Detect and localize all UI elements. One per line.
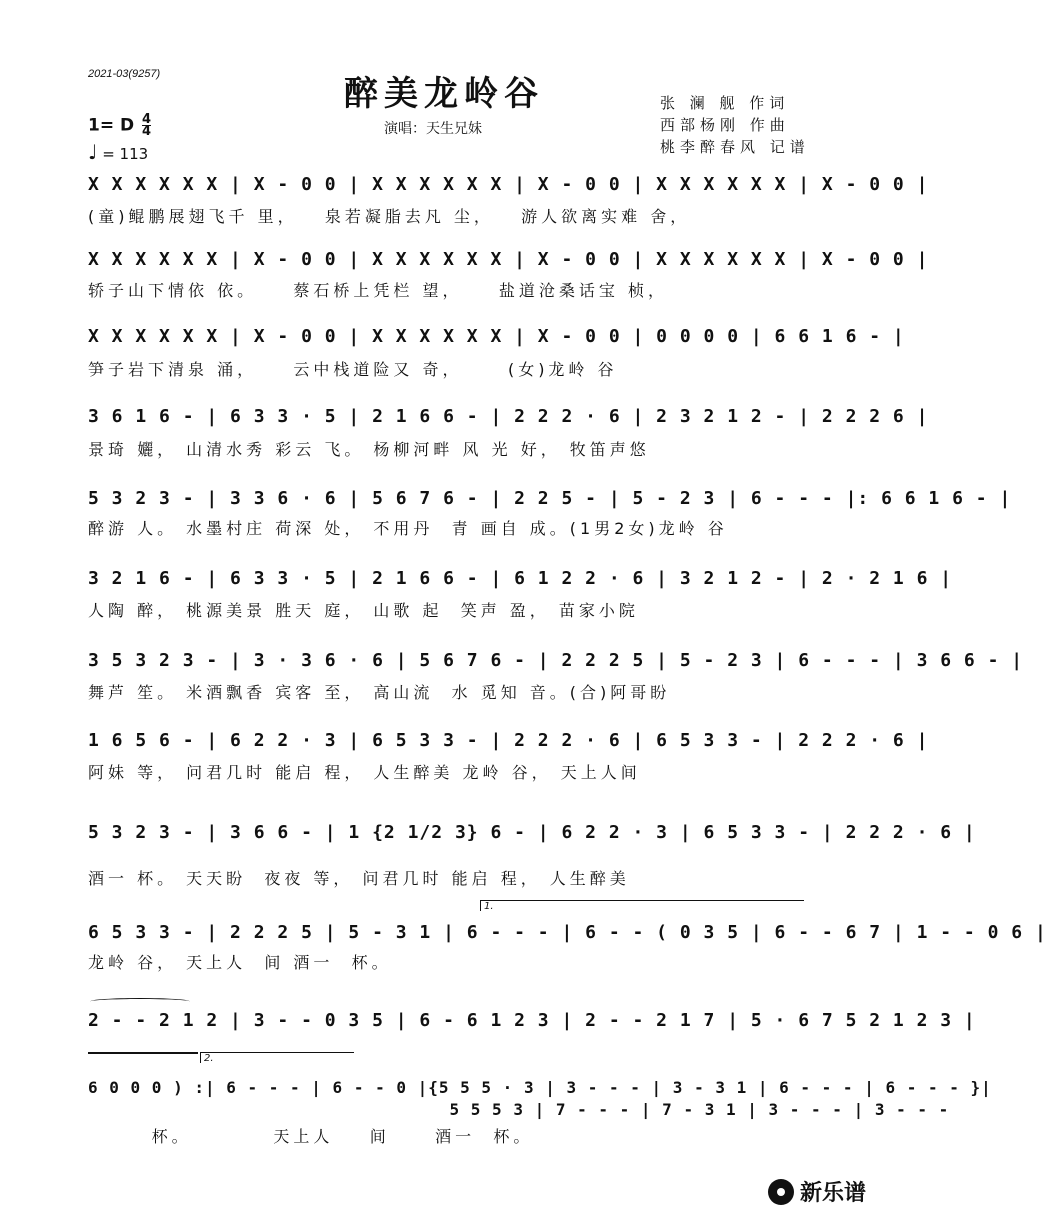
lyric-line-3: 笋子岩下清泉 涌， 云中栈道险又 奇， (女)龙岭 谷 [88,360,618,379]
music-line-6: 3 2 1 6 - | 6 3 3 · 5 | 2 1 6 6 - | 6 1 2 2 · 6 | 3 2 1 2 - | 2 · 2 1 6 | [88,568,953,589]
music-line-1: X X X X X X | X - 0 0 | X X X X X X | X - 0 0 | X X X X X X | X - 0 0 | [88,174,929,195]
music-line-7: 3 5 3 2 3 - | 3 · 3 6 · 6 | 5 6 7 6 - | 2 2 2 5 | 5 - 2 3 | 6 - - - | 3 6 6 - | [88,650,1024,671]
slur-arc [90,998,190,1005]
second-ending-bracket: 2. [200,1052,354,1063]
first-ending-bracket: 1. [480,900,804,911]
lyric-line-9: 酒一 杯。 天天盼 夜夜 等， 问君几时 能启 程， 人生醉美 [88,869,630,888]
music-line-2: X X X X X X | X - 0 0 | X X X X X X | X - 0 0 | X X X X X X | X - 0 0 | [88,249,929,270]
tempo-value: = 113 [102,145,149,163]
lyric-line-1: (童)鲲鹏展翅飞千 里， 泉若凝脂去凡 尘， 游人欲离实难 舍， [88,207,691,226]
key-signature [88,114,151,137]
time-numerator: 4 [142,112,152,127]
lyric-line-7: 舞芦 笙。 米酒飘香 宾客 至， 高山流 水 觅知 音。(合)阿哥盼 [88,683,671,702]
song-title: 醉美龙岭谷 [344,74,544,114]
time-signature [142,114,151,137]
lyric-line-10: 龙岭 谷， 天上人 间 酒一 杯。 [88,953,392,972]
logo-text: 新乐谱 [800,1181,867,1206]
lyric-line-2: 轿子山下情依 依。 蔡石桥上凭栏 望， 盐道沧桑话宝 桢， [88,281,668,300]
lyric-line-4: 景琦 孋， 山清水秀 彩云 飞。 杨柳河畔 风 光 好， 牧笛声悠 [88,440,650,459]
composer-credit: 西部杨刚 作曲 [660,116,790,134]
lyric-line-6: 人陶 醉， 桃源美景 胜天 庭， 山歌 起 笑声 盈， 苗家小院 [88,601,639,620]
music-line-4: 3 6 1 6 - | 6 3 3 · 5 | 2 1 6 6 - | 2 2 2 · 6 | 2 3 2 1 2 - | 2 2 2 6 | [88,406,929,427]
singer-credit: 演唱：天生兄妹 [384,121,482,137]
key-label: 1= D [88,115,135,136]
document-stamp: 2021-03(9257) [88,68,161,80]
transcriber-credit: 桃李醉春风 记谱 [660,138,810,156]
lyric-line-5: 醉游 人。 水墨村庄 荷深 处， 不用丹 青 画自 成。(1男2女)龙岭 谷 [88,519,728,538]
music-line-8: 1 6 5 6 - | 6 2 2 · 3 | 6 5 3 3 - | 2 2 2 · 6 | 6 5 3 3 - | 2 2 2 · 6 | [88,730,929,751]
time-denominator: 4 [142,124,152,139]
lyricist-credit: 张 澜 舰 作词 [660,94,790,112]
staff-rule [88,1052,198,1054]
music-line-9: 5 3 2 3 - | 3 6 6 - | 1 {2 1/2 3} 6 - | 6 2 2 · 3 | 6 5 3 3 - | 2 2 2 · 6 | [88,822,976,843]
music-line-3: X X X X X X | X - 0 0 | X X X X X X | X - 0 0 | 0 0 0 0 | 6 6 1 6 - | [88,326,905,347]
quarter-note-icon: ♩ [88,140,98,164]
tempo-marking [88,140,148,164]
music-line-12: 6 0 0 0 ) :| 6 - - - | 6 - - 0 |{5 5 5 · 3 | 3 - - - | 3 - 3 1 | 6 - - - | 6 - - - }| [88,1078,992,1097]
record-icon [768,1179,794,1205]
lyric-line-8: 阿妹 等， 问君几时 能启 程， 人生醉美 龙岭 谷， 天上人间 [88,763,641,782]
music-line-11: 2 - - 2 1 2 | 3 - - 0 3 5 | 6 - 6 1 2 3 | 2 - - 2 1 7 | 5 · 6 7 5 2 1 2 3 | [88,1010,976,1031]
music-line-12-lower: 5 5 5 3 | 7 - - - | 7 - 3 1 | 3 - - - | 3 - - - [88,1100,960,1119]
site-logo [768,1176,866,1207]
music-line-10: 6 5 3 3 - | 2 2 2 5 | 5 - 3 1 | 6 - - - | 6 - - ( 0 3 5 | 6 - - 6 7 | 1 - - 0 6 | [88,922,1047,943]
credits-block [660,92,810,158]
music-line-5: 5 3 2 3 - | 3 3 6 · 6 | 5 6 7 6 - | 2 2 5 - | 5 - 2 3 | 6 - - - |: 6 6 1 6 - | [88,488,1012,509]
lyric-line-12: 杯。 天上人 间 酒一 杯。 [88,1127,534,1146]
